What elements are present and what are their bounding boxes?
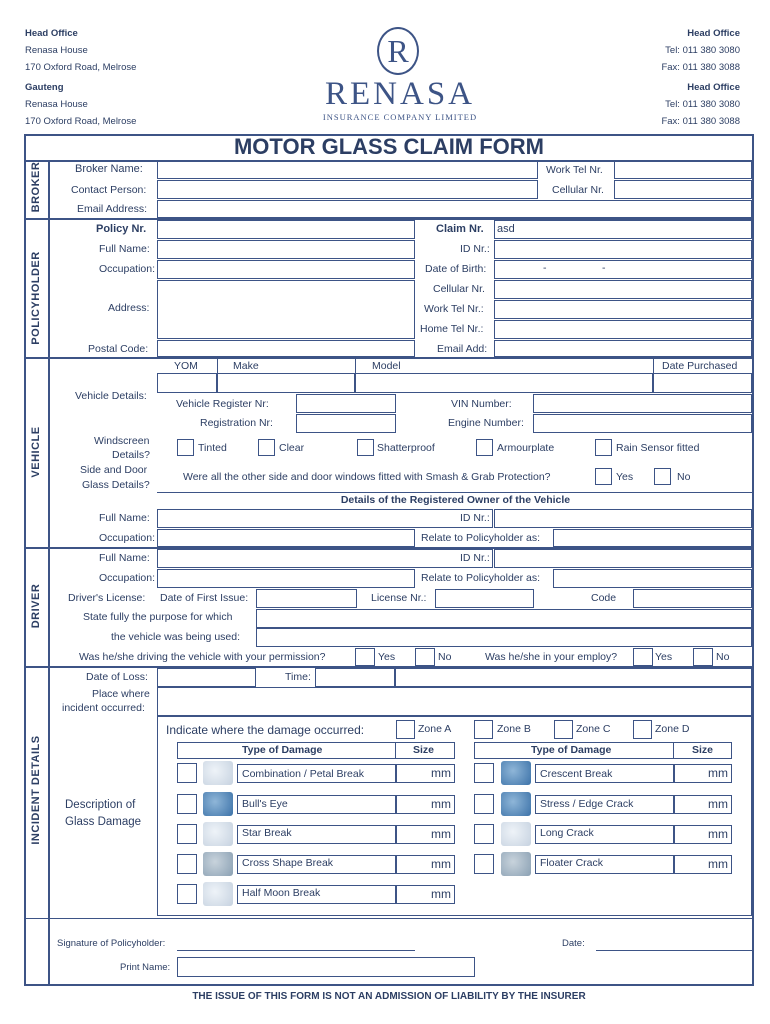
policyholder-cellular-input[interactable] <box>494 280 752 299</box>
cellular-label: Cellular Nr. <box>552 184 604 196</box>
print-name-input[interactable] <box>177 957 475 977</box>
signature-line[interactable] <box>177 950 415 951</box>
section-policyholder-label: POLICYHOLDER <box>30 251 42 345</box>
email-add-label: Email Add: <box>437 343 488 355</box>
policyholder-work-tel-input[interactable] <box>494 300 752 319</box>
purpose-input-2[interactable] <box>256 628 752 647</box>
postal-code-label: Postal Code: <box>88 343 149 355</box>
driver-relate-label: Relate to Policyholder as: <box>421 572 541 584</box>
windscreen-label-2: Details? <box>112 449 150 461</box>
type-of-damage-header: Type of Damage <box>531 744 612 756</box>
smash-grab-question: Were all the other side and door windows fitted with Smash & Grab Protection? <box>183 471 551 483</box>
contact-person-input[interactable] <box>157 180 538 199</box>
smash-no-checkbox[interactable] <box>654 468 671 485</box>
office-line: Fax: 011 380 3088 <box>661 116 740 127</box>
section-broker-label: BROKER <box>30 161 42 213</box>
side-door-label-2: Glass Details? <box>82 479 150 491</box>
driver-full-name-input[interactable] <box>157 549 493 568</box>
driver-id-input[interactable] <box>494 549 752 568</box>
dob-dash: - <box>543 262 547 274</box>
zone-a-label: Zone A <box>418 723 452 735</box>
long-crack-icon <box>501 822 531 846</box>
policyholder-full-name-input[interactable] <box>157 240 415 259</box>
vehicle-register-input[interactable] <box>296 394 396 413</box>
armourplate-label: Armourplate <box>497 442 555 454</box>
shatterproof-label: Shatterproof <box>377 442 435 454</box>
permission-question: Was he/she driving the vehicle with your permission? <box>79 651 326 663</box>
first-issue-input[interactable] <box>256 589 357 608</box>
office-title: Gauteng <box>25 82 64 93</box>
policy-nr-input[interactable] <box>157 220 415 239</box>
date-purchased-input[interactable] <box>653 373 752 393</box>
zone-d-checkbox[interactable] <box>633 720 652 739</box>
rain-sensor-checkbox[interactable] <box>595 439 612 456</box>
damage-checkbox[interactable] <box>177 854 197 874</box>
bulls-eye-icon <box>203 792 233 816</box>
make-label: Make <box>233 360 259 372</box>
section-vehicle-label: VEHICLE <box>30 426 42 478</box>
place-label-2: incident occurred: <box>62 702 145 714</box>
size-unit: mm <box>431 766 451 780</box>
full-name-label: Full Name: <box>99 243 150 255</box>
work-tel-nr-label: Work Tel Nr.: <box>424 303 484 315</box>
employ-yes-checkbox[interactable] <box>633 648 653 666</box>
damage-type-label: Bull's Eye <box>242 798 288 810</box>
dob-dash: - <box>602 262 606 274</box>
zone-a-checkbox[interactable] <box>396 720 415 739</box>
size-unit: mm <box>431 797 451 811</box>
date-time-extra <box>395 668 752 687</box>
driver-full-name-label: Full Name: <box>99 552 150 564</box>
date-of-loss-input[interactable] <box>157 668 256 687</box>
registration-nr-input[interactable] <box>296 414 396 433</box>
petal-break-icon <box>203 761 233 785</box>
dob-input[interactable] <box>494 260 752 279</box>
vin-label: VIN Number: <box>451 398 512 410</box>
email-address-label: Email Address: <box>77 203 148 215</box>
logo-emblem <box>377 27 419 75</box>
broker-name-input[interactable] <box>157 161 538 179</box>
vin-input[interactable] <box>533 394 752 413</box>
size-unit: mm <box>708 857 728 871</box>
damage-type-label: Cross Shape Break <box>242 857 334 869</box>
employ-no-checkbox[interactable] <box>693 648 713 666</box>
office-line: Renasa House <box>25 99 88 110</box>
windscreen-label: Windscreen <box>94 435 150 447</box>
rain-sensor-label: Rain Sensor fitted <box>616 442 700 454</box>
smash-no-label: No <box>677 471 691 483</box>
permission-no-label: No <box>438 651 452 663</box>
id-nr-label: ID Nr.: <box>460 243 490 255</box>
registration-nr-label: Registration Nr: <box>200 417 273 429</box>
claim-nr-label: Claim Nr. <box>436 223 484 235</box>
owner-id-label: ID Nr.: <box>460 512 490 524</box>
star-break-icon <box>203 822 233 846</box>
smash-yes-label: Yes <box>616 471 634 483</box>
head-office-left <box>25 25 136 76</box>
home-tel-label: Home Tel Nr.: <box>420 323 484 335</box>
owner-full-name-label: Full Name: <box>99 512 150 524</box>
gauteng-office <box>25 79 136 130</box>
damage-type-label: Floater Crack <box>540 857 604 869</box>
logo-subtitle: INSURANCE COMPANY LIMITED <box>322 112 478 122</box>
license-nr-input[interactable] <box>435 589 534 608</box>
driver-occupation-input[interactable] <box>157 569 415 588</box>
damage-type-label: Combination / Petal Break <box>242 768 364 780</box>
armourplate-checkbox[interactable] <box>476 439 493 456</box>
postal-code-input[interactable] <box>157 340 415 357</box>
employ-no-label: No <box>716 651 730 663</box>
owner-relate-input[interactable] <box>553 529 752 547</box>
damage-checkbox[interactable] <box>474 794 494 814</box>
owner-full-name-input[interactable] <box>157 509 493 528</box>
size-header: Size <box>692 744 714 756</box>
owner-id-input[interactable] <box>494 509 752 528</box>
crescent-break-icon <box>501 761 531 785</box>
permission-yes-checkbox[interactable] <box>355 648 375 666</box>
size-unit: mm <box>431 827 451 841</box>
permission-no-checkbox[interactable] <box>415 648 435 666</box>
tinted-label: Tinted <box>198 442 227 454</box>
logo-name: RENASA <box>324 76 476 112</box>
smash-yes-checkbox[interactable] <box>595 468 612 485</box>
zone-c-label: Zone C <box>576 723 611 735</box>
side-door-label: Side and Door <box>80 464 148 476</box>
size-unit: mm <box>708 797 728 811</box>
first-issue-label: Date of First Issue: <box>160 592 249 604</box>
employ-yes-label: Yes <box>655 651 673 663</box>
damage-type-label: Stress / Edge Crack <box>540 798 634 810</box>
damage-checkbox[interactable] <box>474 854 494 874</box>
vehicle-register-label: Vehicle Register Nr: <box>176 398 269 410</box>
owner-heading: Details of the Registered Owner of the Vehicle <box>340 494 571 506</box>
zone-c-checkbox[interactable] <box>554 720 573 739</box>
cellular-nr-label: Cellular Nr. <box>433 283 485 295</box>
address-input[interactable] <box>157 280 415 339</box>
policyholder-id-input[interactable] <box>494 240 752 259</box>
damage-type-label: Half Moon Break <box>242 887 321 899</box>
size-unit: mm <box>708 766 728 780</box>
driver-relate-input[interactable] <box>553 569 752 588</box>
date-label: Date: <box>562 938 585 949</box>
head-office-right <box>661 25 740 76</box>
contact-person-label: Contact Person: <box>71 184 147 196</box>
damage-checkbox[interactable] <box>177 824 197 844</box>
broker-work-tel-input[interactable] <box>614 161 752 179</box>
engine-number-label: Engine Number: <box>448 417 524 429</box>
employ-question: Was he/she in your employ? <box>485 651 618 663</box>
stress-crack-icon <box>501 792 531 816</box>
dob-label: Date of Birth: <box>425 263 487 275</box>
zone-b-checkbox[interactable] <box>474 720 493 739</box>
damage-checkbox[interactable] <box>474 824 494 844</box>
place-label: Place where <box>92 688 150 700</box>
zone-b-label: Zone B <box>497 723 531 735</box>
purpose-label: State fully the purpose for which <box>83 611 233 623</box>
permission-yes-label: Yes <box>378 651 396 663</box>
date-line[interactable] <box>596 950 752 951</box>
size-unit: mm <box>431 887 451 901</box>
damage-checkbox[interactable] <box>474 763 494 783</box>
office-title: Head Office <box>687 28 740 39</box>
date-purchased-label: Date Purchased <box>662 360 738 372</box>
claim-nr-input[interactable]: asd <box>494 220 752 239</box>
tinted-checkbox[interactable] <box>177 439 194 456</box>
time-input[interactable] <box>315 668 395 687</box>
office-line: Fax: 011 380 3088 <box>661 62 740 73</box>
office-line: Tel: 011 380 3080 <box>665 99 740 110</box>
zone-d-label: Zone D <box>655 723 690 735</box>
model-input[interactable] <box>355 373 653 393</box>
model-label: Model <box>372 360 401 372</box>
make-input[interactable] <box>217 373 355 393</box>
damage-checkbox[interactable] <box>177 763 197 783</box>
license-code-input[interactable] <box>633 589 752 608</box>
owner-occupation-label: Occupation: <box>99 532 156 544</box>
occupation-label: Occupation: <box>99 263 156 275</box>
damage-type-label: Long Crack <box>540 827 594 839</box>
time-label: Time: <box>285 671 311 683</box>
yom-label: YOM <box>174 360 198 372</box>
date-of-loss-label: Date of Loss: <box>86 671 148 683</box>
damage-type-label: Crescent Break <box>540 768 613 780</box>
license-nr-label: License Nr.: <box>371 592 427 604</box>
broker-cellular-input[interactable] <box>614 180 752 199</box>
type-of-damage-header: Type of Damage <box>242 744 323 756</box>
head-office-right-2 <box>661 79 740 130</box>
section-incident-label: INCIDENT DETAILS <box>30 735 42 845</box>
work-tel-label: Work Tel Nr. <box>546 164 603 176</box>
policy-nr-label: Policy Nr. <box>96 223 147 235</box>
broker-name-label: Broker Name: <box>75 163 143 175</box>
description-label: Description of <box>65 799 136 811</box>
clear-checkbox[interactable] <box>258 439 275 456</box>
owner-relate-label: Relate to Policyholder as: <box>421 532 541 544</box>
address-label: Address: <box>108 302 150 314</box>
purpose-input[interactable] <box>256 609 752 628</box>
size-header: Size <box>413 744 435 756</box>
policyholder-occupation-input[interactable] <box>157 260 415 279</box>
half-moon-icon <box>203 882 233 906</box>
driver-id-label: ID Nr.: <box>460 552 490 564</box>
code-label: Code <box>591 592 617 604</box>
size-unit: mm <box>431 857 451 871</box>
broker-email-input[interactable] <box>157 200 752 218</box>
owner-occupation-input[interactable] <box>157 529 415 547</box>
description-label-2: Glass Damage <box>65 816 142 828</box>
policyholder-email-input[interactable] <box>494 340 752 357</box>
floater-crack-icon <box>501 852 531 876</box>
size-unit: mm <box>708 827 728 841</box>
damage-checkbox[interactable] <box>177 794 197 814</box>
vehicle-details-label: Vehicle Details: <box>75 390 147 402</box>
driver-occupation-label: Occupation: <box>99 572 156 584</box>
office-line: Tel: 011 380 3080 <box>665 45 740 56</box>
office-line: 170 Oxford Road, Melrose <box>25 116 137 127</box>
clear-label: Clear <box>279 442 305 454</box>
drivers-license-label: Driver's License: <box>68 592 146 604</box>
section-driver-label: DRIVER <box>30 583 42 629</box>
yom-input[interactable] <box>157 373 217 393</box>
disclaimer: THE ISSUE OF THIS FORM IS NOT AN ADMISSION OF LIABILITY BY THE INSURER <box>192 991 586 1002</box>
office-line: 170 Oxford Road, Melrose <box>25 62 137 73</box>
engine-number-input[interactable] <box>533 414 752 433</box>
damage-checkbox[interactable] <box>177 884 197 904</box>
indicate-damage-label: Indicate where the damage occurred: <box>166 723 365 737</box>
logo-letter: R <box>387 33 409 69</box>
office-line: Renasa House <box>25 45 88 56</box>
form-title: MOTOR GLASS CLAIM FORM <box>233 134 545 159</box>
purpose-label-2: the vehicle was being used: <box>111 631 240 643</box>
signature-label: Signature of Policyholder: <box>57 938 166 949</box>
office-title: Head Office <box>687 82 740 93</box>
shatterproof-checkbox[interactable] <box>357 439 374 456</box>
cross-shape-icon <box>203 852 233 876</box>
policyholder-home-tel-input[interactable] <box>494 320 752 339</box>
print-name-label: Print Name: <box>120 962 171 973</box>
office-title: Head Office <box>25 28 78 39</box>
place-input[interactable] <box>157 687 752 716</box>
damage-type-label: Star Break <box>242 827 292 839</box>
